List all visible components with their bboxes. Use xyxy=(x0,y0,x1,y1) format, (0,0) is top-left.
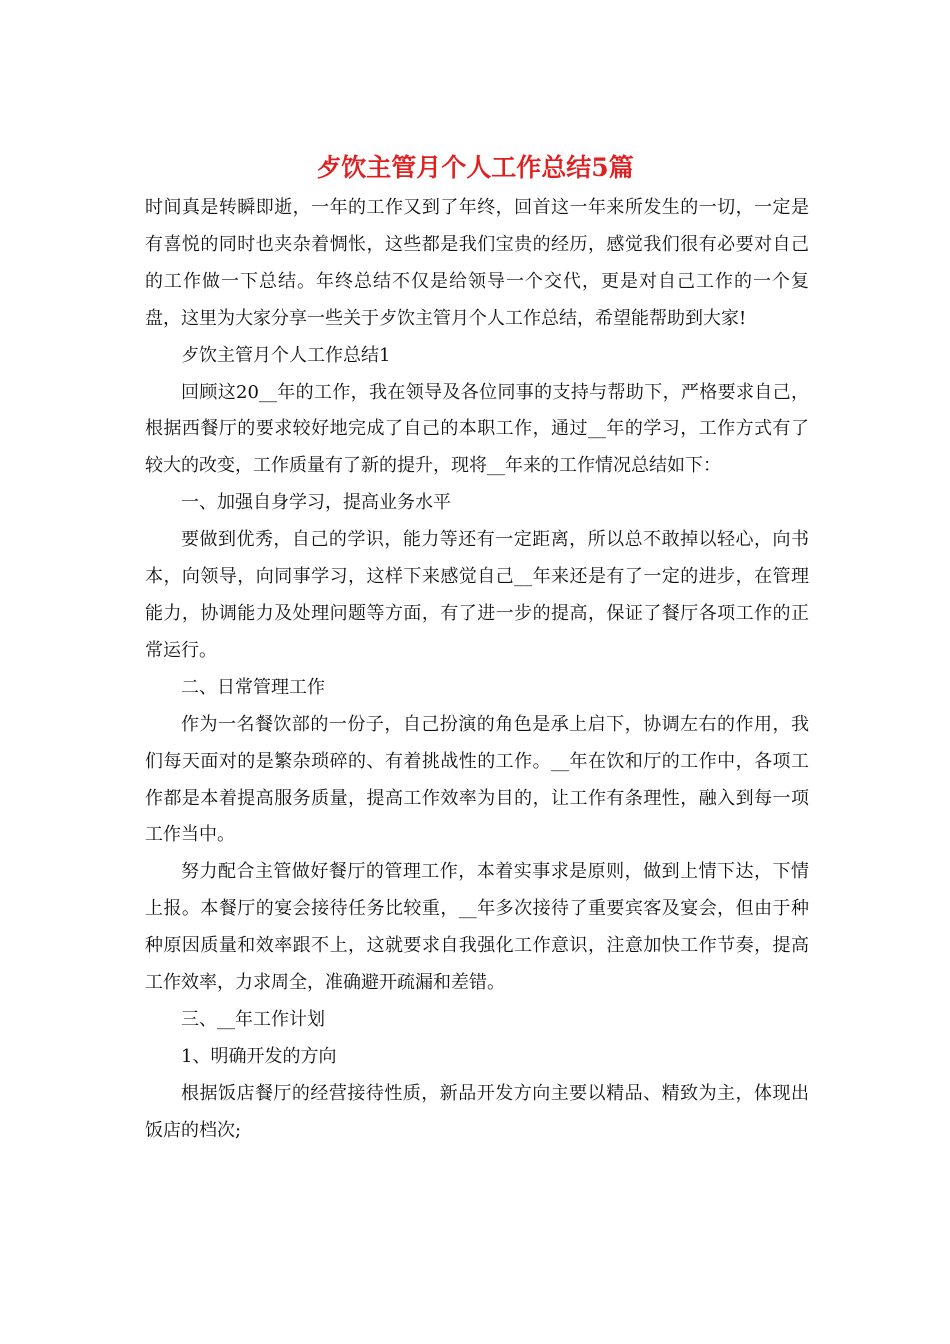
document-title: 歺饮主管月个人工作总结5篇 xyxy=(316,153,634,182)
section-heading: 二、日常管理工作 xyxy=(181,676,325,698)
body-paragraph: 努力配合主管做好餐厅的管理工作，本着实事求是原则，做到上情下达，下情上报。本餐厅的宴会接待任务比较重，__年多次接待了重要宾客及宴会，但由于种种原因质量和效率跟不上，这就要求自我强化工作意识，注意加快工作节奏，提高工作效率，力求周全，准确避开疏漏和差错。 xyxy=(145,861,809,994)
section-heading: 三、__年工作计划 xyxy=(181,1008,325,1030)
section-heading: 一、加强自身学习，提高业务水平 xyxy=(181,492,451,514)
document-body xyxy=(145,190,809,1150)
body-paragraph: 要做到优秀，自己的学识，能力等还有一定距离，所以总不敢掉以轻心，向书本，向领导，向同事学习，这样下来感觉自己__年来还是有了一定的进步，在管理能力，协调能力及处理问题等方面，有了进一步的提高，保证了餐厅各项工作的正常运行。 xyxy=(145,529,809,661)
subsection-heading: 1、明确开发的方向 xyxy=(181,1045,337,1067)
body-paragraph: 作为一名餐饮部的一份子，自己扮演的角色是承上启下，协调左右的作用，我们每天面对的是繁杂琐碎的、有着挑战性的工作。__年在饮和厅的工作中，各项工作都是本着提高服务质量，提高工作效率为目的，让工作有条理性，融入到每一项工作当中。 xyxy=(145,713,809,846)
intro-paragraph: 时间真是转瞬即逝，一年的工作又到了年终，回首这一年来所发生的一切，一定是有喜悦的同时也夹杂着惆怅，这些都是我们宝贵的经历，感觉我们很有必要对自己的工作做一下总结。年终总结不仅是给领导一个交代，更是对自己工作的一个复盘，这里为大家分享一些关于歺饮主管月个人工作总结，希望能帮助到大家! xyxy=(145,197,809,329)
body-paragraph: 根据饭店餐厅的经营接待性质，新品开发方向主要以精品、精致为主，体现出饭店的档次; xyxy=(145,1082,809,1141)
section-heading: 歺饮主管月个人工作总结1 xyxy=(181,344,391,366)
body-paragraph: 回顾这20__年的工作，我在领导及各位同事的支持与帮助下，严格要求自己，根据西餐厅的要求较好地完成了自己的本职工作，通过__年的学习，工作方式有了较大的改变，工作质量有了新的提升，现将__年来的工作情况总结如下： xyxy=(145,381,809,477)
